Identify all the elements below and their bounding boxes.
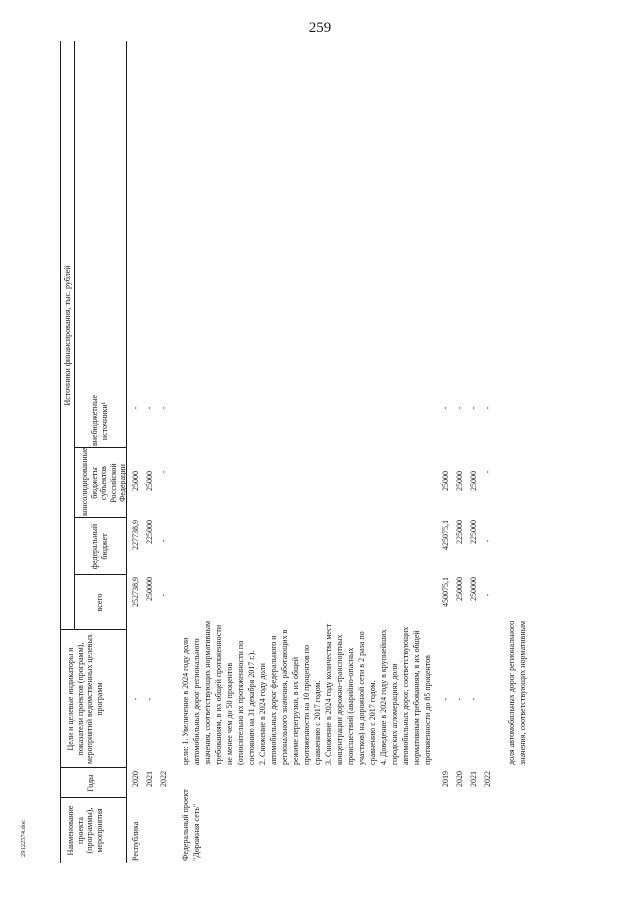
regional-cell: 25000 <box>441 471 450 491</box>
header-years: Годы <box>86 774 95 792</box>
goal-line: не менее чем до 50 процентов <box>225 662 234 765</box>
regional-cell: - <box>159 470 168 474</box>
goal-line: протяженности на 10 процентов по <box>302 645 311 765</box>
goal-text <box>180 620 433 765</box>
total-cell: - <box>483 593 492 597</box>
goal-line: 2. Снижение в 2024 году доли <box>258 663 267 765</box>
goal-line: городских агломерациях доли <box>390 663 399 765</box>
header-regional: консолидированные бюджеты субъектов Российской Федерации <box>80 447 128 516</box>
federal-cell: 425075,1 <box>441 520 450 550</box>
project-name-line: "Дорожная сеть" <box>192 803 201 861</box>
total-cell: 252738,9 <box>131 577 140 607</box>
regional-cell: 25000 <box>145 471 154 491</box>
total-cell: 450075,1 <box>441 577 450 607</box>
goal-line: доля автомобильных дорог регионального <box>507 620 516 765</box>
goal-line: автомобильных дорог регионального <box>192 638 201 765</box>
year-cell: 2020 <box>131 771 140 787</box>
year-cell: 2020 <box>455 771 464 787</box>
col-divider <box>74 574 126 575</box>
year-cell: 2021 <box>145 771 154 787</box>
funding-table <box>60 41 560 863</box>
extra-cell: - <box>441 406 450 410</box>
col-divider <box>74 517 126 518</box>
federal-cell: - <box>483 539 492 543</box>
extra-cell: - <box>145 406 154 410</box>
goal-line: происшествий (аварийно-опасных <box>346 647 355 765</box>
federal-cell: 225000 <box>469 520 478 544</box>
goal-line: нормативным требованиям, в их общей <box>412 630 421 765</box>
total-cell: 250000 <box>469 577 478 601</box>
goal-line: цели: 1. Увеличение в 2024 году доли <box>181 637 190 765</box>
project-name <box>180 789 202 861</box>
header-federal: федеральный бюджет <box>90 523 109 570</box>
table-top-border <box>60 41 61 863</box>
year-cell: 2022 <box>483 771 492 787</box>
header-total: всего <box>95 593 104 612</box>
goal-line: сравнению с 2017 годом. <box>313 680 322 765</box>
header-extra: внебюджетные источники¹ <box>90 395 109 446</box>
col-divider <box>60 629 126 630</box>
regional-cell: 25000 <box>469 471 478 491</box>
goal-line: (относительно их протяженности по <box>236 640 245 765</box>
regional-cell: 25000 <box>455 471 464 491</box>
col-divider <box>60 767 126 768</box>
funding-group-divider <box>74 41 75 630</box>
goal-line: участков) на дорожной сети в 2 раза по <box>357 631 366 765</box>
goal-text-continued <box>506 620 528 765</box>
document-footer: 29122574.doc <box>20 819 27 857</box>
col-divider <box>60 797 126 798</box>
federal-cell: 227738,9 <box>131 520 140 550</box>
year-cell: 2022 <box>159 771 168 787</box>
goal-cell: - <box>455 697 464 701</box>
goal-line: концентрации дорожно-транспортных <box>335 634 344 765</box>
goal-cell: - <box>145 697 154 701</box>
goal-line: протяженности до 85 процентов <box>423 655 432 765</box>
goal-line: автомобильных дорог, соответствующих <box>401 626 410 765</box>
federal-cell: 225000 <box>145 520 154 544</box>
header-funding-group: Источники финансирования, тыс. рублей <box>63 265 72 406</box>
goal-line: 3. Снижение в 2024 году количества мест <box>324 623 333 765</box>
goal-line: значения, соответствующих нормативным <box>203 620 212 765</box>
extra-cell: - <box>159 406 168 410</box>
year-cell: 2019 <box>441 771 450 787</box>
page-number: 259 <box>308 20 332 36</box>
extra-cell: - <box>131 406 140 410</box>
goal-line: состоянию на 31 декабря 2017 г.). <box>247 650 256 765</box>
header-name: Наименование проекта (программы), мероприятия <box>66 805 104 856</box>
goal-cell: - <box>469 697 478 701</box>
project-name-line: Федеральный проект <box>181 789 190 861</box>
regional-cell: - <box>483 470 492 474</box>
goal-line: регионального значения, работающих в <box>280 629 289 765</box>
total-cell: 250000 <box>455 577 464 601</box>
goal-line: автомобильных дорог федерального и <box>269 635 278 765</box>
goal-line: 4. Доведение в 2024 году в крупнейших <box>379 629 388 765</box>
federal-cell: 225000 <box>455 520 464 544</box>
goal-cell: - <box>131 697 140 701</box>
extra-cell: - <box>483 406 492 410</box>
goal-line: режиме перегрузки, в их общей <box>291 657 300 765</box>
federal-cell: - <box>159 539 168 543</box>
goal-cell: - <box>441 697 450 701</box>
regional-cell: 25000 <box>131 471 140 491</box>
year-cell: 2021 <box>469 771 478 787</box>
goal-line: значения, соответствующих нормативным <box>518 620 527 765</box>
goal-line: сравнению с 2017 годом. <box>368 680 377 765</box>
total-cell: 250000 <box>145 577 154 601</box>
project-name: Республика <box>131 821 140 861</box>
total-cell: - <box>159 593 168 597</box>
extra-cell: - <box>455 406 464 410</box>
goal-line: требованиям, в их общей протяженности <box>214 624 223 765</box>
header-goals: Цели и целевые индикаторы и показатели проектов (программ), мероприятий ведомственных целевых программ <box>66 634 104 764</box>
extra-cell: - <box>469 406 478 410</box>
